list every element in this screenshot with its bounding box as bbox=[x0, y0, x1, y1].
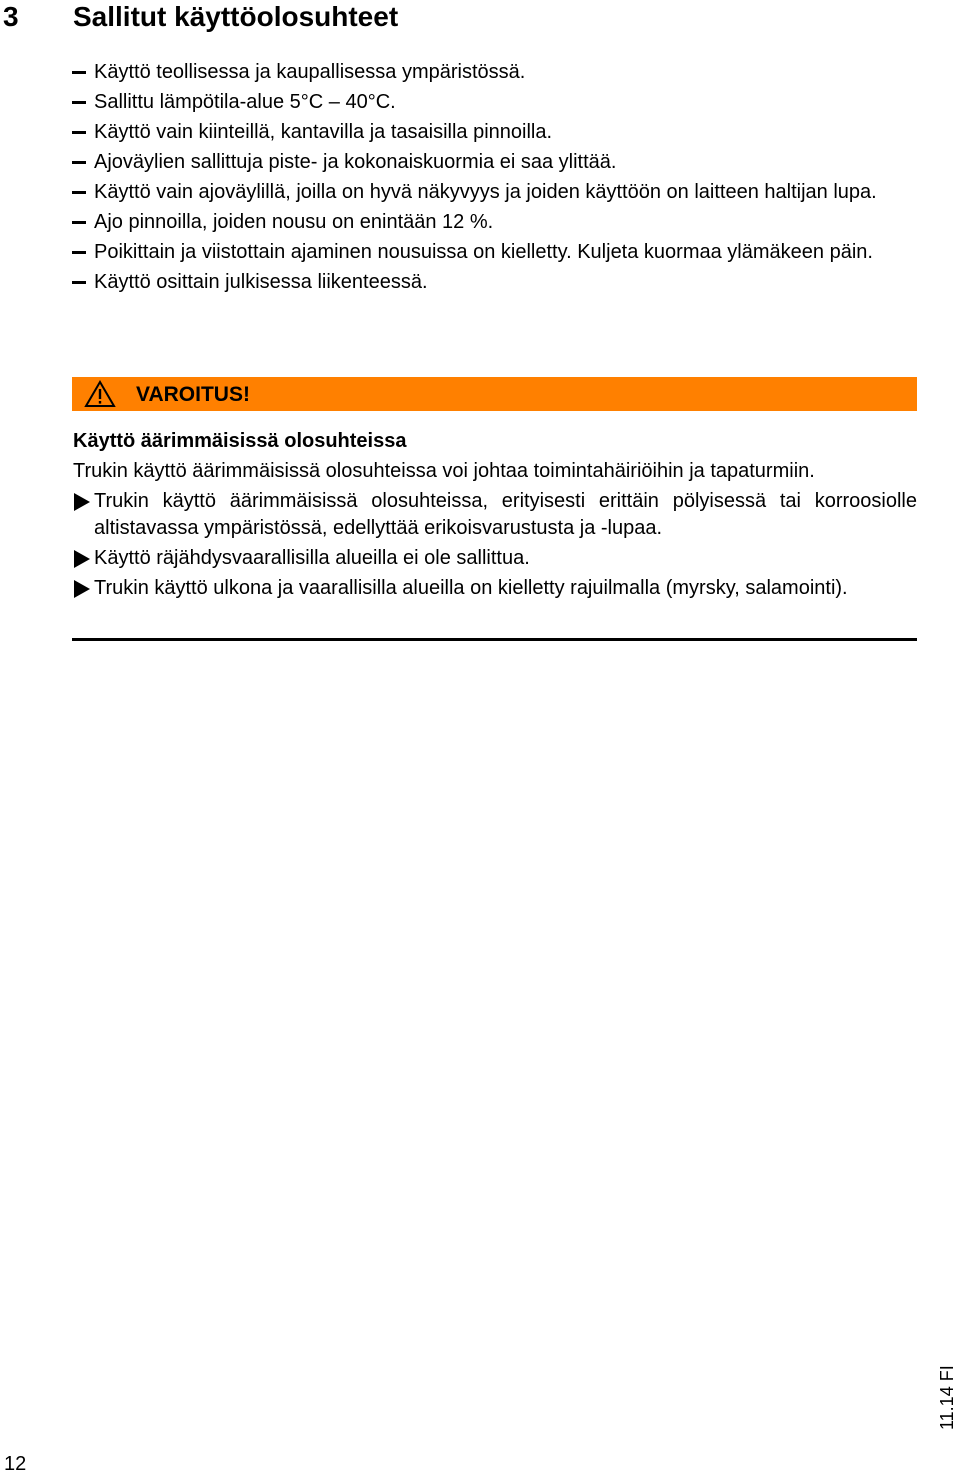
dash-bullet-icon bbox=[72, 251, 86, 254]
action-item-text: Trukin käyttö äärimmäisissä olosuhteissa, erityisesti erittäin pölyisessä tai korroosiolle altistavassa ympäristössä, edellyttää erikoisvarustusta ja -lupaa. bbox=[94, 490, 917, 539]
warning-banner bbox=[72, 377, 917, 411]
arrow-right-icon bbox=[74, 493, 90, 511]
section-divider bbox=[72, 638, 917, 641]
list-item-text: Sallittu lämpötila-alue 5°C – 40°C. bbox=[94, 91, 396, 113]
action-item bbox=[72, 575, 917, 602]
dash-bullet-icon bbox=[72, 101, 86, 104]
list-item bbox=[72, 268, 920, 296]
list-item bbox=[72, 208, 920, 236]
action-item bbox=[72, 545, 917, 572]
action-item bbox=[72, 488, 917, 542]
list-item-text: Käyttö vain kiinteillä, kantavilla ja tasaisilla pinnoilla. bbox=[94, 121, 553, 143]
section-title: Sallitut käyttöolosuhteet bbox=[73, 1, 399, 32]
list-item-text: Käyttö osittain julkisessa liikenteessä. bbox=[94, 271, 428, 293]
section-number: 3 bbox=[3, 1, 19, 32]
list-item-text: Ajo pinnoilla, joiden nousu on enintään 12 %. bbox=[94, 211, 494, 233]
warning-triangle-icon bbox=[84, 380, 116, 408]
warning-actions-list bbox=[72, 488, 917, 605]
arrow-right-icon bbox=[74, 550, 90, 568]
action-item-text: Trukin käyttö ulkona ja vaarallisilla alueilla on kielletty rajuilmalla (myrsky, salamointi). bbox=[94, 577, 848, 599]
list-item bbox=[72, 88, 920, 116]
dash-bullet-icon bbox=[72, 161, 86, 164]
conditions-list bbox=[72, 58, 920, 298]
edition-text: 11.14 FI bbox=[937, 1365, 957, 1430]
list-item bbox=[72, 118, 920, 146]
dash-bullet-icon bbox=[72, 191, 86, 194]
dash-bullet-icon bbox=[72, 221, 86, 224]
arrow-right-icon bbox=[74, 580, 90, 598]
dash-bullet-icon bbox=[72, 131, 86, 134]
list-item bbox=[72, 58, 920, 86]
dash-bullet-icon bbox=[72, 281, 86, 284]
page-number: 12 bbox=[4, 1453, 27, 1475]
list-item-text: Ajoväylien sallittuja piste- ja kokonaiskuormia ei saa ylittää. bbox=[94, 151, 617, 173]
list-item bbox=[72, 178, 920, 206]
warning-label: VAROITUS! bbox=[136, 383, 250, 406]
warning-heading: Käyttö äärimmäisissä olosuhteissa bbox=[73, 430, 407, 452]
list-item-text: Käyttö vain ajoväylillä, joilla on hyvä näkyvyys ja joiden käyttöön on laitteen haltijan lupa. bbox=[94, 181, 877, 203]
list-item bbox=[72, 238, 920, 266]
list-item bbox=[72, 148, 920, 176]
dash-bullet-icon bbox=[72, 71, 86, 74]
section-heading bbox=[0, 0, 960, 34]
list-item-text: Käyttö teollisessa ja kaupallisessa ympäristössä. bbox=[94, 61, 526, 83]
warning-text: Trukin käyttö äärimmäisissä olosuhteissa voi johtaa toimintahäiriöihin ja tapaturmiin. bbox=[73, 460, 815, 482]
action-item-text: Käyttö räjähdysvaarallisilla alueilla ei ole sallittua. bbox=[94, 547, 530, 569]
list-item-text: Poikittain ja viistottain ajaminen nousuissa on kielletty. Kuljeta kuormaa ylämäkeen päin. bbox=[94, 241, 873, 263]
